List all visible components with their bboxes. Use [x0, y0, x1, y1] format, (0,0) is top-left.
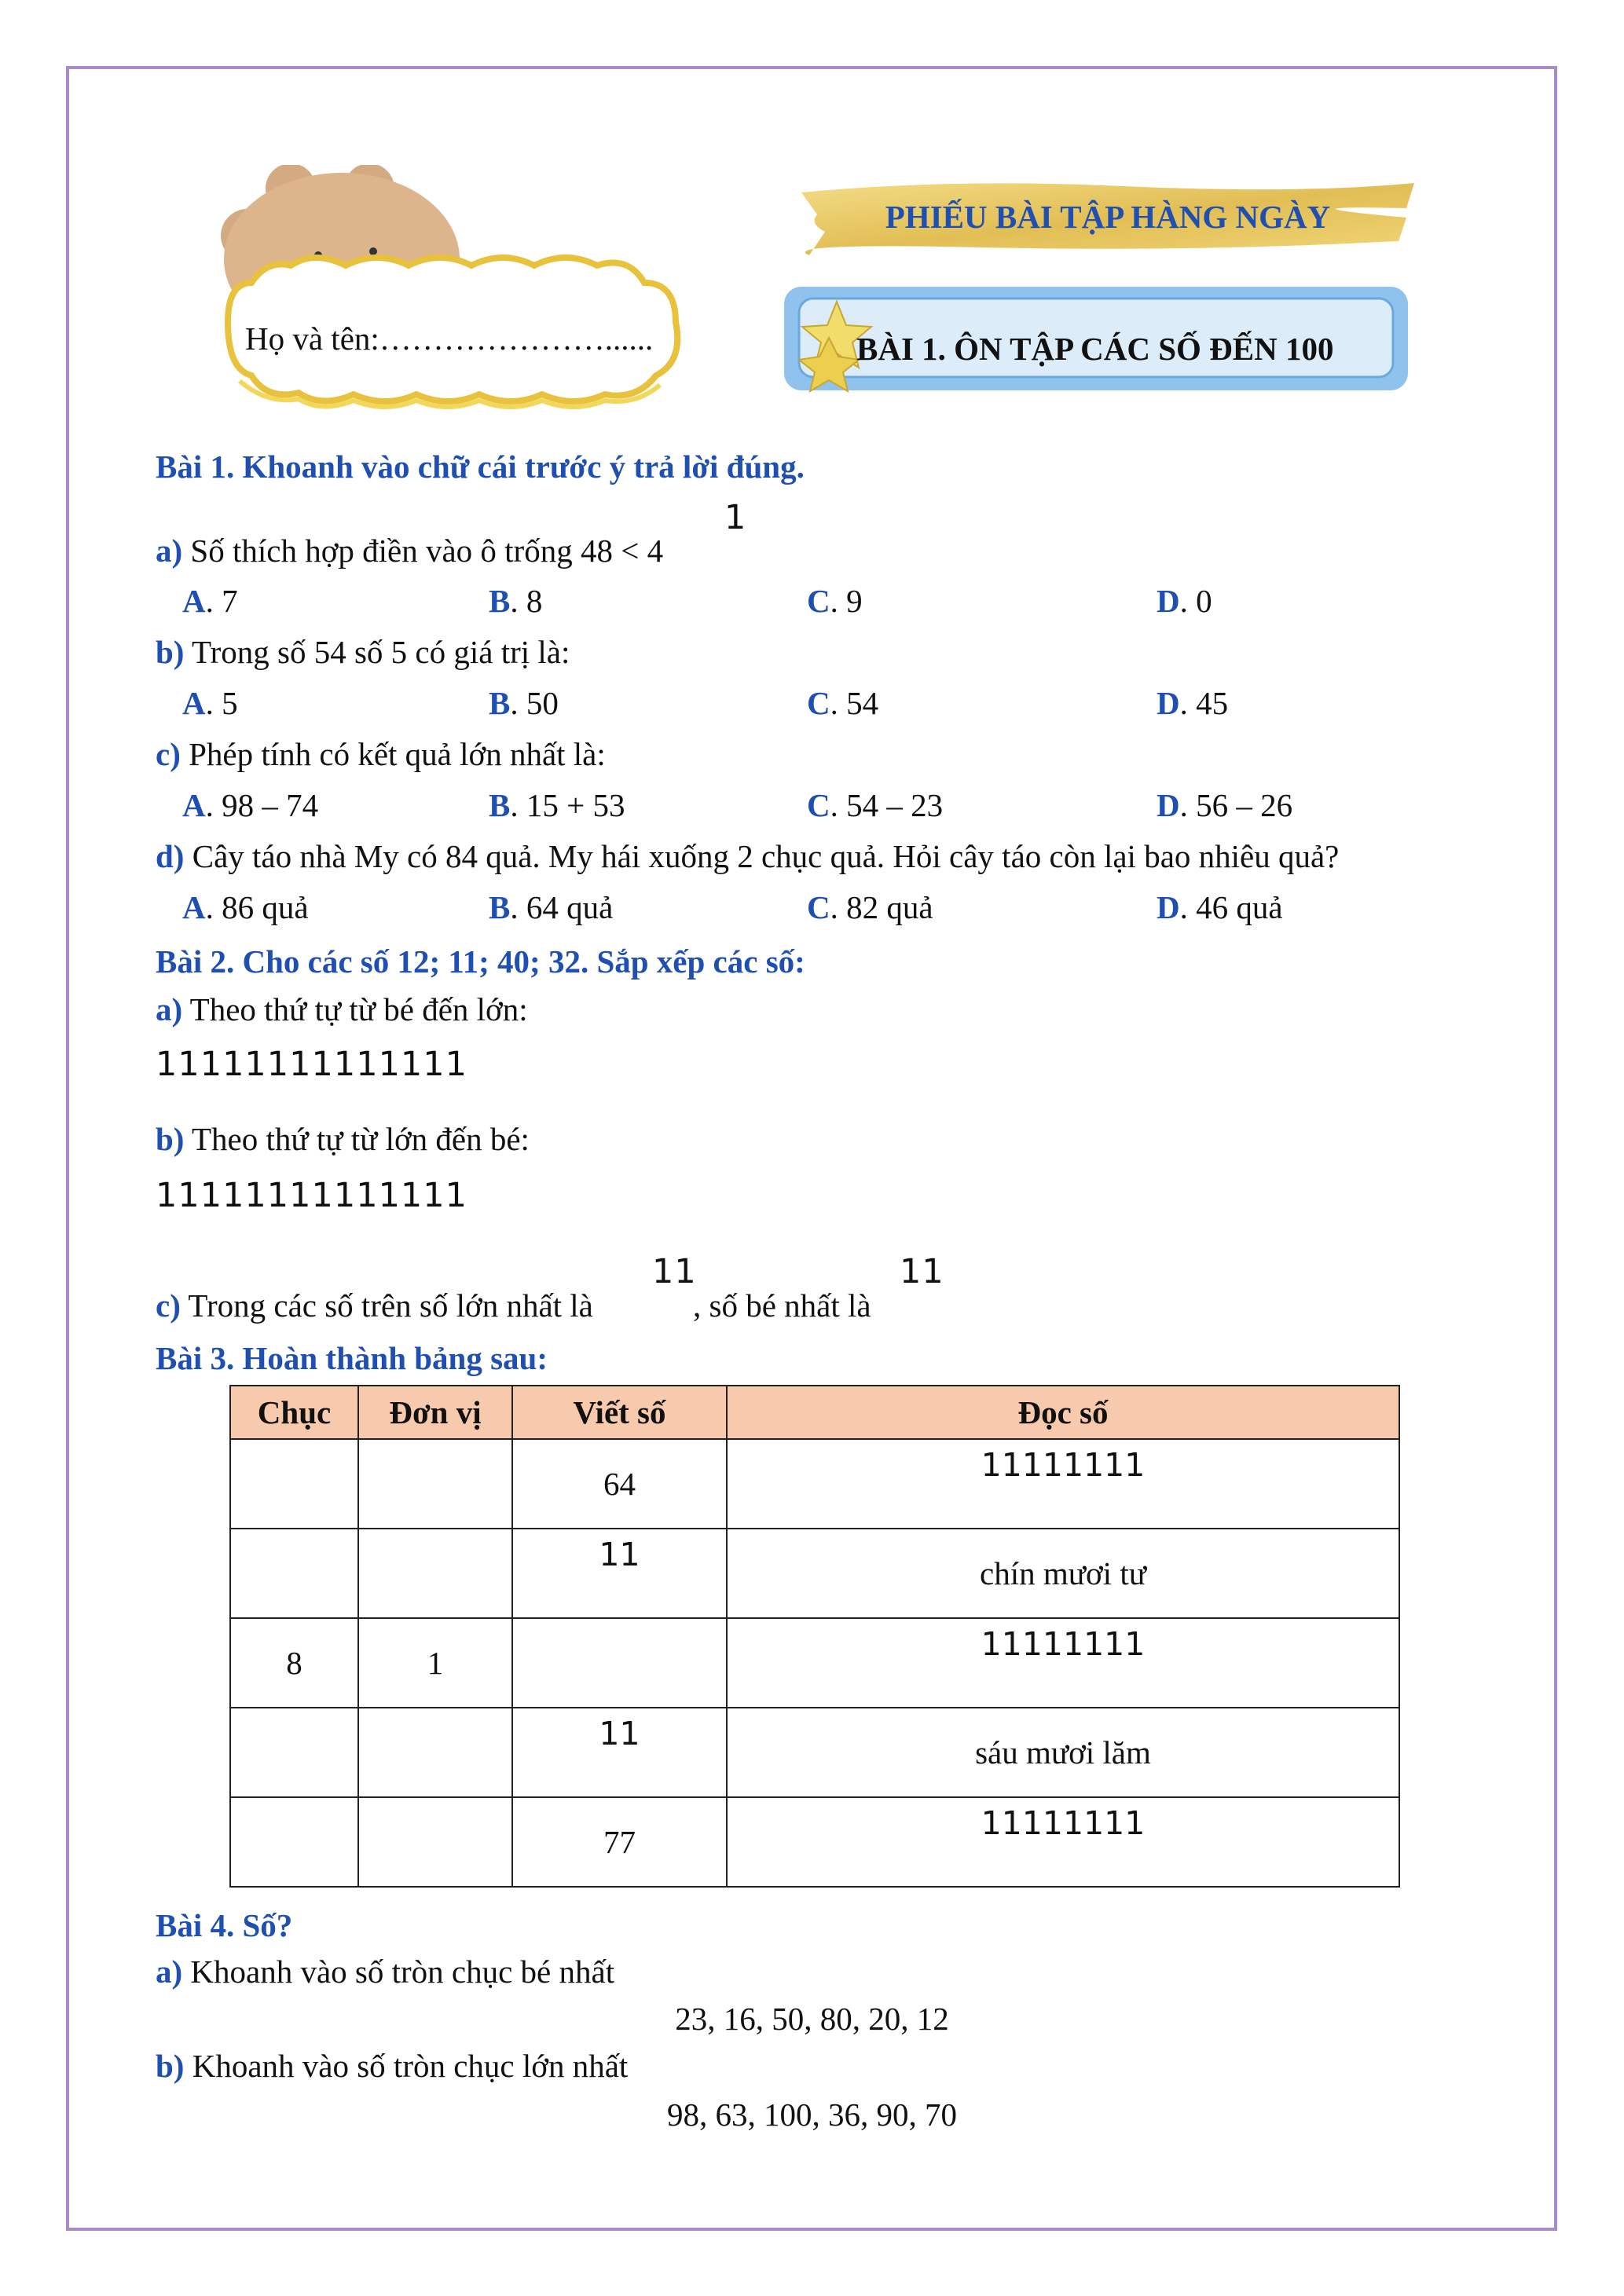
bai2-a-answer-line[interactable]: 11111111111111: [156, 1045, 468, 1084]
cell-doc-so[interactable]: 11111111: [727, 1618, 1399, 1708]
lesson-title: BÀI 1. ÔN TẬP CÁC SỐ ĐẾN 100: [856, 331, 1334, 367]
table-row: [230, 1439, 1399, 1529]
q-d-label: d): [156, 838, 185, 874]
bai4-heading: Bài 4. Số?: [156, 1907, 293, 1943]
cell-viet-so[interactable]: 11: [512, 1529, 727, 1618]
q-b-option-a[interactable]: A. 5: [182, 685, 238, 721]
q-a-label: a): [156, 533, 183, 569]
cell-doc-so[interactable]: 11111111: [727, 1797, 1399, 1887]
cell-don-vi[interactable]: [358, 1439, 512, 1529]
q-c: [156, 738, 606, 771]
bai2-c: c) Trong các số trên số lớn nhất là: [156, 1287, 593, 1324]
q-b-option-d[interactable]: D. 45: [1157, 685, 1229, 721]
cell-chuc[interactable]: [230, 1439, 358, 1529]
q-c-option-c[interactable]: C. 54 – 23: [807, 787, 944, 823]
q-c-option-d[interactable]: D. 56 – 26: [1157, 787, 1293, 823]
cell-don-vi: 1: [358, 1618, 512, 1708]
number-table: [229, 1385, 1400, 1888]
q-b-label: b): [156, 634, 185, 670]
q-a: [156, 535, 663, 567]
bai4-a: a) Khoanh vào số tròn chục bé nhất: [156, 1954, 615, 1990]
bai4-b: b) Khoanh vào số tròn chục lớn nhất: [156, 2048, 629, 2084]
q-d-option-c[interactable]: C. 82 quả: [807, 889, 933, 925]
q-d-option-d[interactable]: D. 46 quả: [1157, 889, 1283, 925]
col-header-viet-so: Viết số: [512, 1386, 727, 1439]
bai3-heading: Bài 3. Hoàn thành bảng sau:: [156, 1340, 548, 1376]
cell-don-vi[interactable]: [358, 1529, 512, 1618]
cell-don-vi[interactable]: [358, 1708, 512, 1797]
cell-doc-so: sáu mươi lăm: [727, 1708, 1399, 1797]
col-header-don-vi: Đơn vị: [358, 1386, 512, 1439]
q-b-text: Trong số 54 số 5 có giá trị là:: [191, 634, 570, 670]
table-row: [230, 1529, 1399, 1618]
q-a-text: Số thích hợp điền vào ô trống 48 < 4: [190, 533, 664, 569]
col-header-chuc: Chục: [230, 1386, 358, 1439]
bear-cloud-decoration: [204, 165, 754, 416]
q-b-option-b[interactable]: B. 50: [489, 685, 559, 721]
table-row: [230, 1797, 1399, 1887]
table-header-row: [230, 1386, 1399, 1439]
table-row: [230, 1618, 1399, 1708]
cell-viet-so: 77: [512, 1797, 727, 1887]
q-d-option-a[interactable]: A. 86 quả: [182, 889, 309, 925]
bai2-heading: Bài 2. Cho các số 12; 11; 40; 32. Sắp xếp các số:: [156, 943, 805, 980]
bai4-a-numbers[interactable]: 23, 16, 50, 80, 20, 12: [675, 2001, 949, 2037]
q-b: [156, 636, 570, 668]
table-row: [230, 1708, 1399, 1797]
bai2-b: b) Theo thứ tự từ lớn đến bé:: [156, 1121, 530, 1157]
bai2-a: a) Theo thứ tự từ bé đến lớn:: [156, 991, 528, 1027]
q-c-option-b[interactable]: B. 15 + 53: [489, 787, 625, 823]
q-d-text: Cây táo nhà My có 84 quả. My hái xuống 2 chục quả. Hỏi cây táo còn lại bao nhiêu quả?: [192, 838, 1340, 874]
q-a-option-a[interactable]: A. 7: [182, 583, 238, 619]
cell-chuc: 8: [230, 1618, 358, 1708]
cell-chuc[interactable]: [230, 1708, 358, 1797]
bai4-b-numbers[interactable]: 98, 63, 100, 36, 90, 70: [667, 2096, 957, 2133]
page-title: PHIẾU BÀI TẬP HÀNG NGÀY: [885, 199, 1331, 235]
q-d: [156, 840, 1339, 873]
bai2-b-answer-line[interactable]: 11111111111111: [156, 1176, 468, 1215]
q-c-option-a[interactable]: A. 98 – 74: [182, 787, 319, 823]
bai2-c-text2: , số bé nhất là: [693, 1287, 871, 1324]
cell-chuc[interactable]: [230, 1529, 358, 1618]
student-name-field[interactable]: Họ và tên:…………………......: [245, 320, 654, 357]
cell-viet-so[interactable]: 11: [512, 1708, 727, 1797]
q-a-option-b[interactable]: B. 8: [489, 583, 543, 619]
cell-doc-so[interactable]: 11111111: [727, 1439, 1399, 1529]
cell-don-vi[interactable]: [358, 1797, 512, 1887]
col-header-doc-so: Đọc số: [727, 1386, 1399, 1439]
bai2-c-blank-max[interactable]: 11: [652, 1252, 697, 1291]
q-c-text: Phép tính có kết quả lớn nhất là:: [189, 736, 606, 772]
bai2-c-blank-min[interactable]: 11: [900, 1252, 944, 1291]
q-c-label: c): [156, 736, 181, 772]
q-b-option-c[interactable]: C. 54: [807, 685, 879, 721]
cell-viet-so: 64: [512, 1439, 727, 1529]
cell-doc-so: chín mươi tư: [727, 1529, 1399, 1618]
cell-viet-so[interactable]: [512, 1618, 727, 1708]
q-a-option-d[interactable]: D. 0: [1157, 583, 1212, 619]
q-a-option-c[interactable]: C. 9: [807, 583, 863, 619]
q-d-option-b[interactable]: B. 64 quả: [489, 889, 614, 925]
bai1-heading: Bài 1. Khoanh vào chữ cái trước ý trả lời đúng.: [156, 449, 805, 485]
q-a-blank[interactable]: 1: [724, 498, 747, 537]
cell-chuc[interactable]: [230, 1797, 358, 1887]
